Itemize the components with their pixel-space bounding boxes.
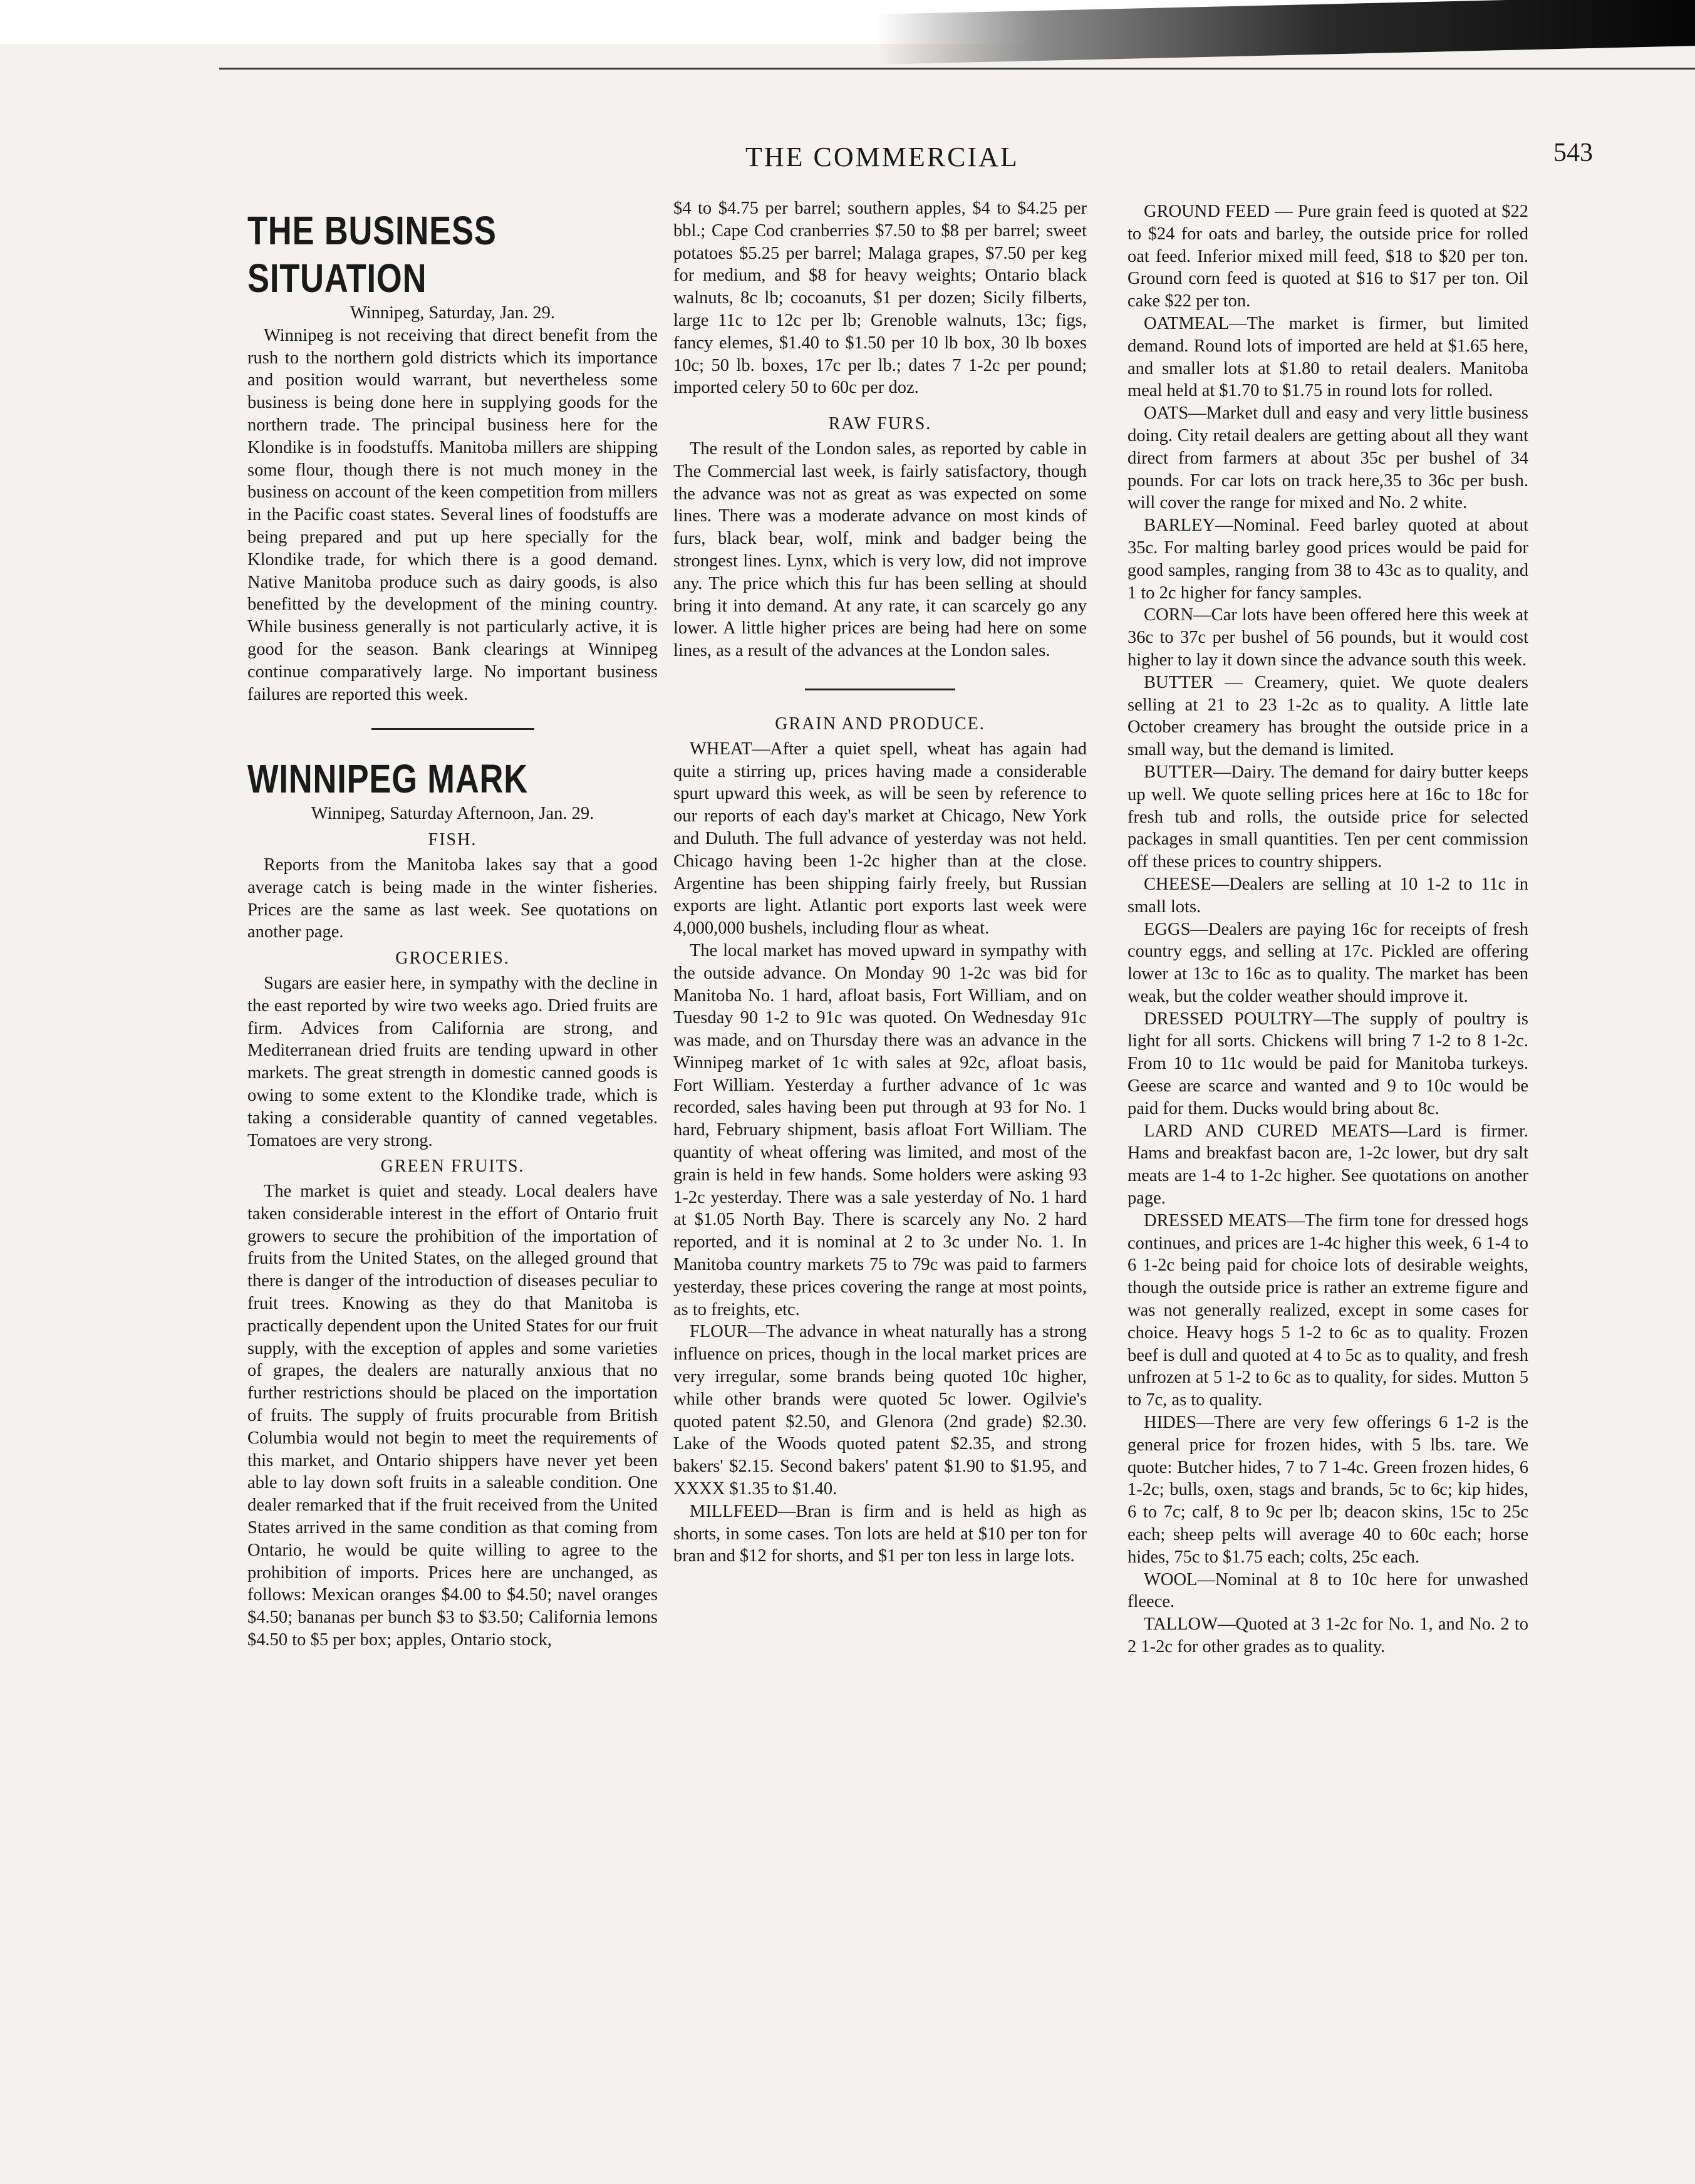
business-dateline: Winnipeg, Saturday, Jan. 29. [350,303,556,323]
groceries-body: Sugars are easier here, in sympathy with the decline in the east reported by wire two weeks ago. Dried fruits are firm. Advices from California are strong, and Mediterranean dried fruits are tending upward in other markets. The great strength in domestic canned goods is owing to some extent to the Klondike trade, which is taking a considerable quantity of canned vegetables. Tomatoes are very strong. [247,973,658,1150]
section-divider [371,728,534,730]
lard-paragraph: LARD AND CURED MEATS—Lard is firmer. Hams and breakfast bacon are, 1-2c lower, but dry salt meats are 1-4 to 1-2c higher. See quotations on another page. [1127,1121,1528,1209]
butter-creamery-paragraph: BUTTER — Creamery, quiet. We quote dealers selling at 21 to 23 1-2c as to quality. A little late October creamery has brought the outside price in a small way, but the demand is limited. [1127,672,1528,760]
butter-dairy-paragraph: BUTTER—Dairy. The demand for dairy butter keeps up well. We quote selling prices here at 16c to 18c for fresh tub and rolls, the outside price for selected packages in small quantities. Ten per cent commission off these prices to country shippers. [1127,762,1528,872]
column-2 [673,197,1087,1568]
poultry-paragraph: DRESSED POULTRY—The supply of poultry is light for all sorts. Chickens will bring 7 1-2 to 8 1-2c. From 10 to 11c would be paid for Manitoba turkeys. Geese are scarce and wanted and 9 to 10c would be paid for them. Ducks would bring about 8c. [1127,1009,1528,1118]
section-divider [805,689,955,690]
scan-header-band [0,0,1695,44]
corn-paragraph: CORN—Car lots have been offered here this week at 36c to 37c per bushel of 56 pounds, but it would cost higher to lay it down since the advance south this week. [1127,605,1528,670]
tallow-paragraph: TALLOW—Quoted at 3 1-2c for No. 1, and No. 2 to 2 1-2c for other grades as to quality. [1127,1615,1528,1656]
dressed-meats-paragraph: DRESSED MEATS—The firm tone for dressed hogs continues, and prices are 1-4c higher this week, 6 1-4 to 6 1-2c being paid for choice lots of desirable weights, though the outside price is rather an extreme figure and was not generally realized, except in some cases for choice. Heavy hogs 5 1-2 to 6c as to quality. Frozen beef is dull and quoted at 4 to 5c as to quality, and fresh unfrozen at 5 1-2 to 6c as to quality, for sides. Mutton 5 to 7c, as to quality. [1127,1210,1528,1410]
oats-paragraph: OATS—Market dull and easy and very little business doing. City retail dealers are getting about all they want direct from farmers at about 35c per bushel of 34 pounds. For car lots on track here,35 to 36c per bush. will cover the range for mixed and No. 2 white. [1127,403,1528,513]
flour-paragraph: FLOUR—The advance in wheat naturally has a strong influence on prices, though in the local market prices are very irregular, some brands being quoted 10c higher, while other brands were quoted 5c lower. Ogilvie's quoted patent $2.50, and Glenora (2nd grade) $2.30. Lake of the Woods quoted patent $2.35, and strong bakers' $2.15. Second bakers' patent $1.90 to $1.95, and XXXX $1.35 to $1.40. [673,1322,1087,1499]
hides-paragraph: HIDES—There are very few offerings 6 1-2 is the general price for frozen hides, with 5 lbs. tare. We quote: Butcher hides, 7 to 7 1-4c. Green frozen hides, 6 1-2c; bulls, oxen, stags and brands, 5c to 6c; kip hides, 6 to 7c; calf, 8 to 9c per lb; deacon skins, 15c to 25c each; sheep pelts will average 40 to 60c each; horse hides, 75c to $1.75 each; colts, 25c each. [1127,1413,1528,1567]
ground-feed-paragraph: GROUND FEED — Pure grain feed is quoted at $22 to $24 for oats and barley, the outside price for rolled oat feed. Inferior mixed mill feed, $18 to $20 per ton. Ground corn feed is quoted at $16 to $17 per ton. Oil cake $22 per ton. [1127,202,1528,311]
wheat-paragraph: WHEAT—After a quiet spell, wheat has again had quite a stirring up, prices having made a considerable spurt upward this week, as will be seen by reference to our reports of each day's market at Chicago, New York and Duluth. The full advance of yesterday was not held. Chicago having been 1-2c higher than at the close. Argentine has been shipping fairly freely, but Russian exports are light. Atlantic port exports last week were 4,000,000 bushels, including flour as wheat. [673,739,1087,939]
grain-heading: GRAIN AND PRODUCE. [775,714,985,734]
cheese-paragraph: CHEESE—Dealers are selling at 10 1-2 to 11c in small lots. [1127,874,1528,917]
barley-paragraph: BARLEY—Nominal. Feed barley quoted at about 35c. For malting barley good prices would be paid for good samples, ranging from 38 to 43c as to quality, and 1 to 2c higher for fancy samples. [1127,516,1528,603]
column-3 [1127,200,1528,1658]
green-fruits-heading: GREEN FRUITS. [380,1157,525,1177]
green-fruits-continued: $4 to $4.75 per barrel; southern apples, $4 to $4.25 per bbl.; Cape Cod cranberries $7.50 to $8 per barrel; sweet potatoes $5.25 per barrel; Malaga grapes, $7.50 per keg for medium, and $8 for heavy weights; Ontario black walnuts, 8c lb; cocoanuts, $1 per dozen; Sicily filberts, large 11c to 12c per lb; Grenoble walnuts, 13c; figs, fancy elemes, $1.40 to $1.50 per 10 lb box, 30 lb boxes 10c; 50 lb. boxes, 17c per lb.; dates 7 1-2c per pound; imported celery 50 to 60c per doz. [673,199,1087,398]
raw-furs-heading: RAW FURS. [828,414,932,434]
business-body: Winnipeg is not receiving that direct benefit from the rush to the northern gold districts which its importance and position would warrant, but nevertheless some business is being done here in supplying goods for the northern trade. The principal business here for the Klondike is in foodstuffs. Manitoba millers are shipping some flour, though there is not much money in the business on account of the keen competition from millers in the Pacific coast states. Several lines of foodstuffs are being prepared and put up here specially for the Klondike trade, for which there is a good demand. Native Manitoba produce such as dairy goods, is also benefitted by the development of the mining country. While business generally is not particularly active, it is good for the season. Bank clearings at Winnipeg continue comparatively large. No important business failures are reported this week. [247,325,658,704]
markets-headline: WINNIPEG MARK [247,756,528,802]
green-fruits-body: The market is quiet and steady. Local dealers have taken considerable interest in the effort of Ontario fruit growers to secure the prohibition of the importation of fruits from the United States, on the alleged ground that there is danger of the introduction of diseases peculiar to fruit trees. Knowing as they do that Manitoba is practically dependent upon the United States for our fruit supply, with the exception of apples and some varieties of grapes, the dealers are naturally anxious that no further restrictions should be placed on the importation of fruits. The supply of fruits procurable from British Columbia would not begin to meet the requirements of this market, and Ontario shippers have never yet been able to lay down soft fruits in a saleable condition. One dealer remarked that if the fruit received from the United States arrived in the same condition as that coming from Ontario, he would be quite willing to agree to the prohibition of imports. Prices here are unchanged, as follows: Mexican oranges $4.00 to $4.50; navel oranges $4.50; bananas per bunch $3 to $3.50; California lemons $4.50 to $5 per box; apples, Ontario stock, [247,1182,658,1650]
wheat-local-paragraph: The local market has moved upward in sympathy with the outside advance. On Monday 90 1-2c was bid for Manitoba No. 1 hard, afloat basis, Fort William, and on Tuesday 90 1-2 to 91c was quoted. On Wednesday 91c was made, and on Thursday there was an advance in the Winnipeg market of 1c with sales at 92c, afloat basis, Fort William. Yesterday a further advance of 1c was recorded, sales having been put through at 93 for No. 1 hard, February shipment, basis afloat Fort William. The quantity of wheat offering was limited, and most of the grain is held in few hands. Some holders were asking 93 1-2c yesterday. There was a sale yesterday of No. 1 hard at $1.05 North Bay. There is scarcely any No. 2 hard reported, and it is nominal at 2 to 3c under No. 1. In Manitoba country markets 75 to 79c was paid to farmers yesterday, these prices covering the range at most points, as to freights, etc. [673,940,1087,1319]
wool-paragraph: WOOL—Nominal at 8 to 10c here for unwashed fleece. [1127,1569,1528,1612]
scan-ink-band [877,0,1695,65]
fish-heading: FISH. [428,830,477,850]
running-title: THE COMMERCIAL [745,142,1019,172]
header-rule [219,68,1695,70]
raw-furs-body: The result of the London sales, as reported by cable in The Commercial last week, is fairly satisfactory, though the advance was not as great as was expected on some lines. There was a moderate advance on most kinds of furs, black bear, wolf, mink and badger being the strongest lines. Lynx, which is very low, did not improve any. The price which this fur has been selling at should bring it into demand. At any rate, it can scarcely go any lower. A little higher prices are being had here on some lines, as a result of the advances at the London sales. [673,439,1087,661]
column-1 [247,207,658,1651]
business-headline: THE BUSINESS SITUATION [247,208,497,301]
groceries-heading: GROCERIES. [395,949,510,969]
page-number: 543 [1553,138,1593,167]
markets-dateline: Winnipeg, Saturday Afternoon, Jan. 29. [311,804,594,824]
millfeed-paragraph: MILLFEED—Bran is firm and is held as high as shorts, in some cases. Ton lots are held at $10 per ton for bran and $12 for shorts, and $1 per ton less in large lots. [673,1501,1087,1566]
fish-body: Reports from the Manitoba lakes say that a good average catch is being made in the winter fisheries. Prices are the same as last week. See quotations on another page. [247,855,658,942]
oatmeal-paragraph: OATMEAL—The market is firmer, but limited demand. Round lots of imported are held at $1.65 here, and smaller lots at $1.80 to retail dealers. Manitoba meal held at $1.70 to $1.75 in round lots for rolled. [1127,313,1528,401]
eggs-paragraph: EGGS—Dealers are paying 16c for receipts of fresh country eggs, and selling at 17c. Pickled are offering lower at 13c to 16c as to quality. The market has been weak, but the colder weather should improve it. [1127,919,1528,1006]
